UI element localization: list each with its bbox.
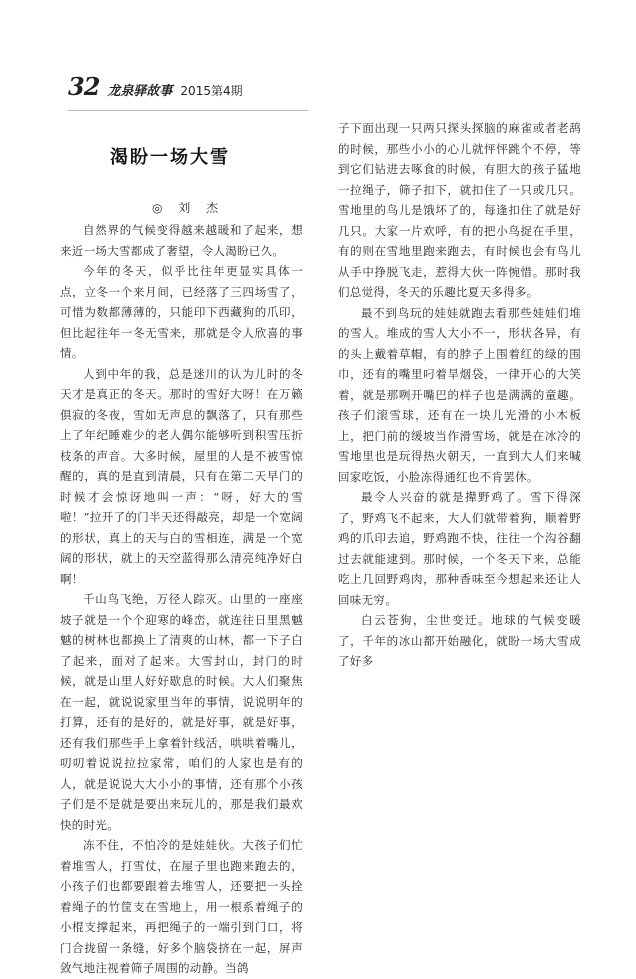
paragraph: 人到中年的我，总是迷川的认为儿时的冬天才是真正的冬天。那时的雪好大呀！在万籁俱寂的冬夜，雪如无声息的飘落了，只有那些上了年纪睡难少的老人偶尔能够听到积雪压折枝条的声音。大多时候，屋里的人是不被雪惊醒的，真的是直到清晨，只有在第二天早门的时候才会惊讶地叫一声：“呀，好大的雪啦！”拉开了的门半天还得敲亮，却是一个宽阔的形状，真上的天与白的雪相连，满是一个宽阔的形状，就上的天空蓝得那么清亮纯净好白啊！	[60, 366, 303, 586]
paragraph: 自然界的气候变得越来越暖和了起来，想来近一场大雪都成了奢望，令人渴盼已久。	[60, 223, 303, 258]
paragraph: 子下面出现一只两只探头探脑的麻雀或者老鸹的时候，那些小小的心儿就怦怦跳个不停，等到它们钻进去啄食的时候，有胆大的孩子猛地一拉绳子，筛子扣下，就扣住了一只或几只。雪地里的鸟儿是饿坏了的，每逢扣住了就是好几只。大家一片欢呼，有的把小鸟捉在手里，有的则在雪地里跑来跑去，有时候也会有鸟儿从手中挣脱飞走，惹得大伙一阵惋惜。那时我们总觉得，冬天的乐趣比夏天多得多。	[338, 121, 581, 299]
article-author: ◎ 刘 杰	[152, 201, 225, 215]
paragraph: 千山鸟飞绝，万径人踪灭。山里的一座座坡子就是一个个迎寒的峰峦，就连往日里黑魆魆的树林也都换上了清爽的山林，都一下子白了起来，面对了起来。大雪封山，封门的时候，就是山里人好好歇息的时候。大人们聚焦在一起，就说说家里当年的事情，说说明年的打算，还有的是好的，就是好事，就是好事，还有我们那些手上拿着针线活，哄哄着嘴儿，叨叨着说说拉拉家常，咱们的人家也是有的人，就是说说大大小小的事情，还有那个小孩子们是不是就是要出来玩儿的，那是我们最欢快的时光。	[60, 592, 303, 832]
running-header	[68, 72, 243, 101]
article-column-right	[338, 118, 581, 918]
paragraph: 冻不住，不怕冷的是娃娃伙。大孩子们忙着堆雪人，打雪仗，在屋子里也跑来跑去的，小孩子们也都要跟着去堆雪人，还要把一头拴着绳子的竹筐支在雪地上，用一根系着绳子的小棍支撑起来，再把绳子的一端引到门口，将门合拢留一条缝，好多个脑袋挤在一起，屏声敛气地注视着筛子周围的动静。当鸽	[60, 838, 303, 975]
header-divider	[68, 110, 308, 111]
paragraph: 今年的冬天，似乎比往年更显实具体一点，立冬一个来月间，已经落了三四场雪了，可惜为数都薄薄的，只能印下西藏狗的爪印，但比起往年一冬无雪来，那就是令人欣喜的事情。	[60, 264, 303, 360]
paragraph: 最令人兴奋的就是撵野鸡了。雪下得深了，野鸡飞不起来，大人们就带着狗，顺着野鸡的爪印去追，野鸡跑不快，往往一个沟谷翻过去就能逮到。那时候，一个冬天下来，总能吃上几回野鸡肉，那种香味至今想起来还让人回味无穷。	[338, 490, 581, 607]
article-column-left	[60, 220, 303, 975]
paragraph: 最不到鸟玩的娃娃就跑去看那些娃娃们堆的雪人。堆成的雪人大小不一，形状各异，有的头上戴着草帽，有的脖子上围着红的绿的围巾，还有的嘴里叼着旱烟袋，一律开心的大笑着，就是那咧开嘴巴的样子也是满满的童趣。孩子们滚雪球，还有在一块儿光滑的小木板上，把门前的缓坡当作滑雪场，就是在冰冷的雪地里也是玩得热火朝天，一直到大人们来喊回家吃饭，小脸冻得通红也不肯罢休。	[338, 305, 581, 484]
page-number: 32	[68, 72, 100, 101]
magazine-name: 龙泉驿故事	[107, 84, 173, 99]
issue-label: 2015第4期	[180, 84, 243, 98]
paragraph: 白云苍狗，尘世变迁。地球的气候变暖了，千年的冰山都开始融化，就盼一场大雪成了好多	[338, 613, 581, 668]
article-title: 渴盼一场大雪	[110, 147, 230, 168]
